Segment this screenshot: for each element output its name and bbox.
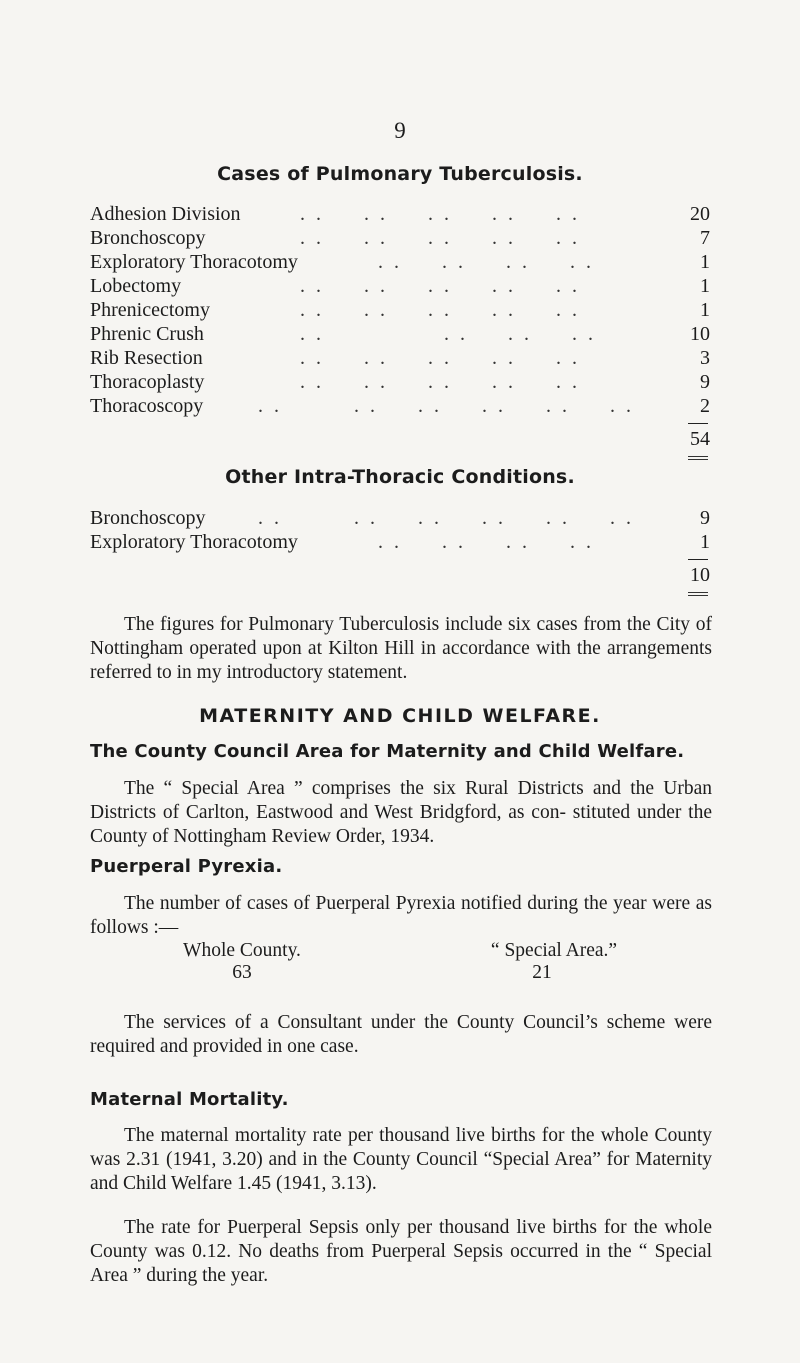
double-rule [688, 456, 708, 457]
leader-dots: . . . . . . . . [378, 251, 594, 273]
puerperal-pyrexia-heading: Puerperal Pyrexia. [90, 856, 283, 877]
whole-county-label: Whole County. [183, 940, 301, 961]
leader-dots: . . . . . . . . . . [300, 371, 580, 393]
leader-dots: . . . . . . . . . . . . [258, 507, 634, 529]
leader-dots: . . . . . . . . . . . . [258, 395, 634, 417]
table-row [0, 298, 800, 322]
leader-dots: . . . . . . . . [300, 323, 596, 345]
row-label: Phrenic Crush [90, 323, 204, 345]
leader-dots: . . . . . . . . . . [300, 299, 580, 321]
row-label: Bronchoscopy [90, 507, 206, 529]
total-rule [688, 559, 708, 560]
special-area-paragraph: The “ Special Area ” comprises the six Rural Districts and the Urban Districts of Carlton, Eastwood and West Bridgford, as con- stituted under the County of Nottingham Review Order, 1934. [90, 778, 712, 847]
double-rule [688, 595, 708, 596]
maternity-heading: MATERNITY AND CHILD WELFARE. [199, 705, 601, 727]
table-row [0, 530, 800, 554]
intra-thoracic-heading: Other Intra-Thoracic Conditions. [225, 466, 575, 488]
maternal-mortality-heading: Maternal Mortality. [90, 1089, 289, 1110]
row-value: 9 [700, 371, 710, 393]
row-label: Thoracoscopy [90, 395, 204, 417]
leader-dots: . . . . . . . . . . [300, 203, 580, 225]
row-label: Rib Resection [90, 347, 203, 369]
row-label: Thoracoplasty [90, 371, 205, 393]
pyrexia-paragraph: The number of cases of Puerperal Pyrexia notified during the year were as follows :— [90, 893, 712, 938]
table-row [0, 226, 800, 250]
whole-county-value: 63 [232, 962, 252, 983]
leader-dots: . . . . . . . . . . [300, 347, 580, 369]
row-value: 1 [700, 275, 710, 297]
double-rule [688, 459, 708, 460]
leader-dots: . . . . . . . . . . [300, 227, 580, 249]
table-row [0, 322, 800, 346]
sepsis-paragraph: The rate for Puerperal Sepsis only per thousand live births for the whole County was 0.12. No deaths from Puerperal Sepsis occurred in the “ Special Area ” during the year. [90, 1217, 712, 1286]
intra-thoracic-total: 10 [690, 564, 710, 586]
mortality-rate-paragraph: The maternal mortality rate per thousand live births for the whole County was 2.31 (1941, 3.20) and in the County Council “Special Area” for Maternity and Child Welfare 1.45 (1941, 3.13). [90, 1125, 712, 1194]
special-area-label: “ Special Area.” [490, 940, 618, 961]
row-value: 2 [700, 395, 710, 417]
leader-dots: . . . . . . . . [378, 531, 594, 553]
table-row [0, 250, 800, 274]
row-label: Phrenicectomy [90, 299, 210, 321]
leader-dots: . . . . . . . . . . [300, 275, 580, 297]
row-value: 9 [700, 507, 710, 529]
row-value: 1 [700, 531, 710, 553]
county-council-heading: The County Council Area for Maternity and Child Welfare. [90, 741, 685, 762]
row-value: 7 [700, 227, 710, 249]
table-row [0, 394, 800, 418]
consultant-paragraph: The services of a Consultant under the County Council’s scheme were required and provided in one case. [90, 1012, 712, 1057]
table-row [0, 370, 800, 394]
table-row [0, 506, 800, 530]
double-rule [688, 592, 708, 593]
row-value: 1 [700, 299, 710, 321]
table-row [0, 274, 800, 298]
special-area-value: 21 [532, 962, 552, 983]
row-value: 10 [690, 323, 710, 345]
row-label: Lobectomy [90, 275, 182, 297]
row-value: 1 [700, 251, 710, 273]
row-value: 3 [700, 347, 710, 369]
row-label: Bronchoscopy [90, 227, 206, 249]
pulmonary-note-paragraph: The figures for Pulmonary Tuberculosis include six cases from the City of Nottingham operated upon at Kilton Hill in accordance with the arrangements referred to in my introductory statement. [90, 614, 712, 683]
pulmonary-total: 54 [690, 428, 710, 450]
page-number: 9 [394, 118, 406, 143]
table-row [0, 346, 800, 370]
row-label: Adhesion Division [90, 203, 241, 225]
pulmonary-heading: Cases of Pulmonary Tuberculosis. [217, 163, 583, 185]
row-label: Exploratory Thoracotomy [90, 531, 298, 553]
table-row [0, 202, 800, 226]
total-rule [688, 423, 708, 424]
row-label: Exploratory Thoracotomy [90, 251, 298, 273]
row-value: 20 [690, 203, 710, 225]
